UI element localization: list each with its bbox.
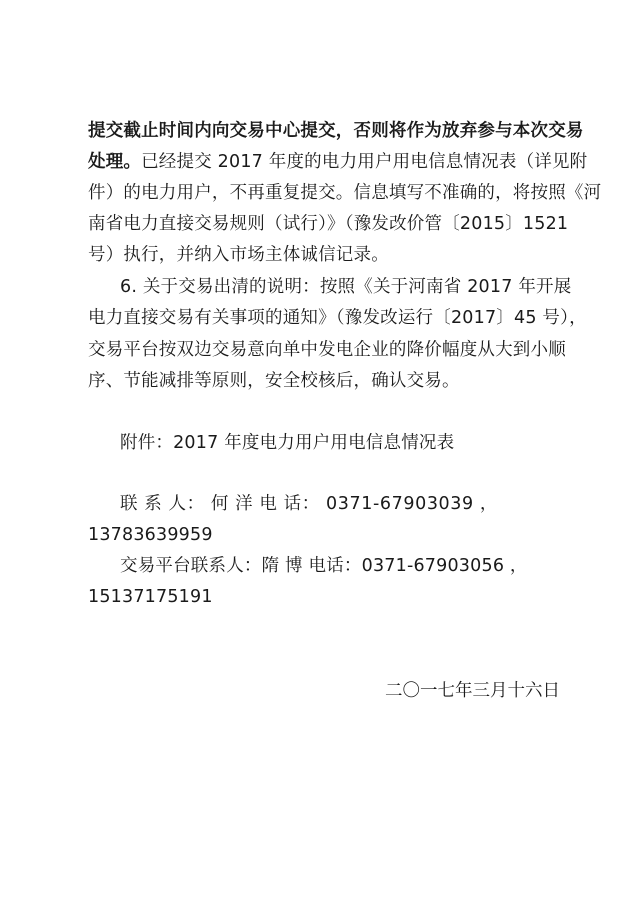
contact2-line2: 15137175191 [88, 587, 213, 607]
paragraph1-line1 [88, 119, 584, 143]
text: 已经提交 2017 年度的电力用户用电信息情况表（详见附 [141, 152, 588, 172]
paragraph2-line4: 序、节能减排等原则，安全校核后，确认交易。 [88, 371, 460, 391]
paragraph1-line4: 南省电力直接交易规则（试行）》（豫发改价管〔2015〕1521 [88, 214, 569, 234]
bold-text: 处理。 [88, 152, 142, 172]
contact1-line2: 13783639959 [88, 525, 213, 545]
paragraph2-line3: 交易平台按双边交易意向单中发电企业的降价幅度从大到小顺 [88, 340, 566, 360]
contact1-line1: 联 系 人： 何 洋 电 话： 0371-67903039 ， [120, 494, 499, 514]
contact2-line1: 交易平台联系人：隋 博 电话：0371-67903056 ， [120, 556, 528, 576]
paragraph1-line5: 号）执行，并纳入市场主体诚信记录。 [88, 245, 389, 265]
paragraph2-line2: 电力直接交易有关事项的通知》（豫发改运行〔2017〕45 号）， [88, 308, 587, 328]
paragraph1-line2 [88, 150, 587, 174]
bold-text: 提交截止时间内向交易中心提交，否则将作为放弃参与本次交易 [88, 121, 584, 141]
paragraph1-line3: 件）的电力用户，不再重复提交。信息填写不准确的，将按照《河 [88, 183, 602, 203]
attachment-line: 附件：2017 年度电力用户用电信息情况表 [120, 433, 455, 453]
document-date: 二〇一七年三月十六日 [385, 681, 560, 701]
paragraph2-line1: 6. 关于交易出清的说明：按照《关于河南省 2017 年开展 [120, 277, 572, 297]
